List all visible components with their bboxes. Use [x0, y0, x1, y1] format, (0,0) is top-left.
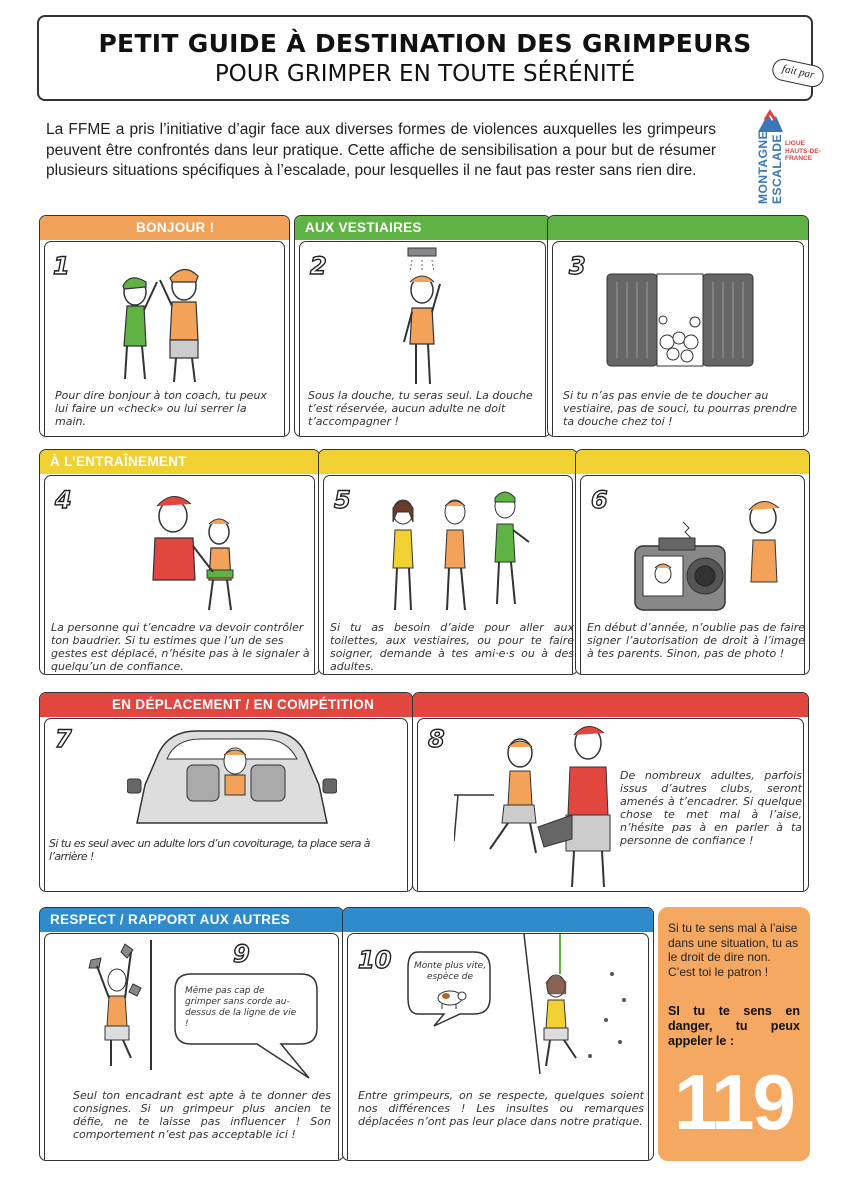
- panel-10-inner: [347, 933, 649, 1160]
- panel-7: [39, 692, 413, 892]
- panel-6: [575, 449, 810, 675]
- panel-7-number: 7: [55, 725, 72, 753]
- panel-7-inner: [44, 718, 408, 891]
- section-band-vestiaires-2: [548, 216, 808, 240]
- panel-1-caption: Pour dire bonjour à ton coach, tu peux lui faire un «check» ou lui serrer la main.: [55, 389, 267, 428]
- helpline-box: [658, 907, 810, 1161]
- fait-par-tag: fait par: [770, 57, 825, 89]
- panel-3-number: 3: [569, 252, 586, 280]
- speech-bubble-9-text: Même pas cap de grimper sans corde au-dessus de la ligne de vie !: [185, 986, 297, 1029]
- panel-3-caption: Si tu n’as pas envie de te doucher au vestiaire, pas de souci, tu pourras prendre ta douche chez toi !: [563, 389, 798, 428]
- panel-9-number: 9: [233, 940, 250, 968]
- logo-text-escalade: ESCALADE: [770, 133, 784, 204]
- page-title: PETIT GUIDE À DESTINATION DES GRIMPEURS: [98, 29, 752, 58]
- section-label-vestiaires: AUX VESTIAIRES: [305, 220, 422, 235]
- harness-check-illustration: [135, 488, 245, 614]
- panel-9-caption: Seul ton encadrant est apte à te donner des consignes. Si un grimpeur plus ancien te défie, ne te laisse pas influencer ! Son comportement n’est pas acceptable ici !: [73, 1089, 331, 1141]
- panel-4-inner: [44, 475, 315, 674]
- climber-with-rope-illustration: [520, 934, 640, 1074]
- section-band-deplacement-2: [413, 693, 808, 717]
- logo-text-ligue: LIGUE HAUTS-DE-FRANCE: [785, 140, 821, 162]
- panel-3: [547, 215, 809, 437]
- panel-6-caption: En début d’année, n’oublie pas de faire signer l’autorisation de droit à l’image à tes parents. Sinon, pas de photo !: [587, 621, 805, 660]
- section-band-deplacement: [40, 693, 412, 717]
- section-band-respect-2: [343, 908, 653, 932]
- panel-10-caption: Entre grimpeurs, on se respecte, quelques soient nos différences ! Les insultes ou remarques déplacées n’ont pas leur place dans notre pratique.: [358, 1089, 644, 1128]
- section-band-vestiaires: [295, 216, 550, 240]
- panel-2-caption: Sous la douche, tu seras seul. La douche t’est réservée, aucun adulte ne doit t’accompagner !: [308, 389, 533, 428]
- intro-paragraph: La FFME a pris l’initiative d’agir face aux diverses formes de violences auxquelles les grimpeurs peuvent être confrontés dans leur pratique. Cette affiche de sensibilisation a pour but de résumer plusieurs situations spécifiques à l’escalade, pour lesquelles il ne faut pas rester sans rien dire.: [46, 121, 716, 179]
- title-box: [37, 15, 813, 101]
- handshake-illustration: [100, 254, 230, 389]
- panel-5-number: 5: [334, 486, 351, 514]
- panel-10: [342, 907, 654, 1161]
- locker-shower-illustration: [605, 272, 755, 368]
- section-band-entrainement: [40, 450, 319, 474]
- helpline-call-prompt: SI tu te sens en danger, tu peux appeler le :: [668, 1004, 800, 1048]
- page-subtitle: POUR GRIMPER EN TOUTE SÉRÉNITÉ: [214, 61, 636, 87]
- panel-1-number: 1: [53, 252, 70, 280]
- panel-8: [412, 692, 809, 892]
- panel-4: [39, 449, 320, 675]
- panel-10-number: 10: [358, 946, 392, 974]
- panel-8-number: 8: [428, 725, 445, 753]
- panel-4-number: 4: [55, 486, 72, 514]
- camera-photo-illustration: [631, 482, 801, 618]
- panel-3-inner: [552, 241, 804, 436]
- panel-5: [318, 449, 578, 675]
- section-label-respect: RESPECT / RAPPORT AUX AUTRES: [50, 912, 290, 927]
- section-band-bonjour: [40, 216, 289, 240]
- climber-on-wall-illustration: [81, 940, 161, 1070]
- panel-7-caption: Si tu es seul avec un adulte lors d’un covoiturage, ta place sera à l’arrière !: [49, 837, 370, 863]
- section-band-respect: [40, 908, 343, 932]
- section-label-deplacement: EN DÉPLACEMENT / EN COMPÉTITION: [112, 697, 375, 712]
- section-band-entrainement-2: [319, 450, 577, 474]
- panel-5-inner: [323, 475, 573, 674]
- coach-and-climber-illustration: [454, 719, 624, 891]
- three-kids-walking-illustration: [379, 482, 539, 618]
- cow-icon: [434, 988, 468, 1010]
- panel-2-number: 2: [310, 252, 327, 280]
- panel-8-inner: [417, 718, 804, 891]
- panel-8-caption: De nombreux adultes, parfois issus d’autres clubs, seront amenés à t’encadrer. Si quelque chose te met mal à l’aise, n’hésite pas à en parler à ta personne de confiance !: [620, 769, 802, 847]
- ffme-logo: [752, 82, 832, 207]
- panel-1: [39, 215, 290, 437]
- logo-text-montagne: MONTAGNE: [756, 130, 770, 204]
- panel-9-inner: [44, 933, 339, 1160]
- helpline-message: Si tu te sens mal à l’aise dans une situation, tu as le droit de dire non. C’est toi le patron !: [668, 921, 799, 979]
- section-label-bonjour: BONJOUR !: [136, 220, 215, 235]
- panel-1-inner: [44, 241, 285, 436]
- panel-5-caption: Si tu as besoin d’aide pour aller aux toilettes, aux vestiaires, ou pour te faire soigner, demande à tes ami·e·s ou à des adultes.: [330, 621, 574, 673]
- panel-2: [294, 215, 551, 437]
- panel-6-number: 6: [591, 486, 608, 514]
- panel-6-inner: [580, 475, 805, 674]
- helpline-number[interactable]: 119: [674, 1058, 794, 1146]
- panel-4-caption: La personne qui t’encadre va devoir contrôler ton baudrier. Si tu estimes que l’un de ses gestes est déplacé, n’hésite pas à le signaler à quelqu’un de confiance.: [51, 621, 310, 673]
- speech-bubble-10-text: Monte plus vite, espèce de: [413, 961, 487, 982]
- panel-9: [39, 907, 344, 1161]
- section-label-entrainement: À L’ENTRAÎNEMENT: [50, 454, 187, 469]
- car-carpool-illustration: [127, 727, 337, 827]
- panel-2-inner: [299, 241, 546, 436]
- section-band-entrainement-3: [576, 450, 809, 474]
- shower-illustration: [390, 246, 460, 388]
